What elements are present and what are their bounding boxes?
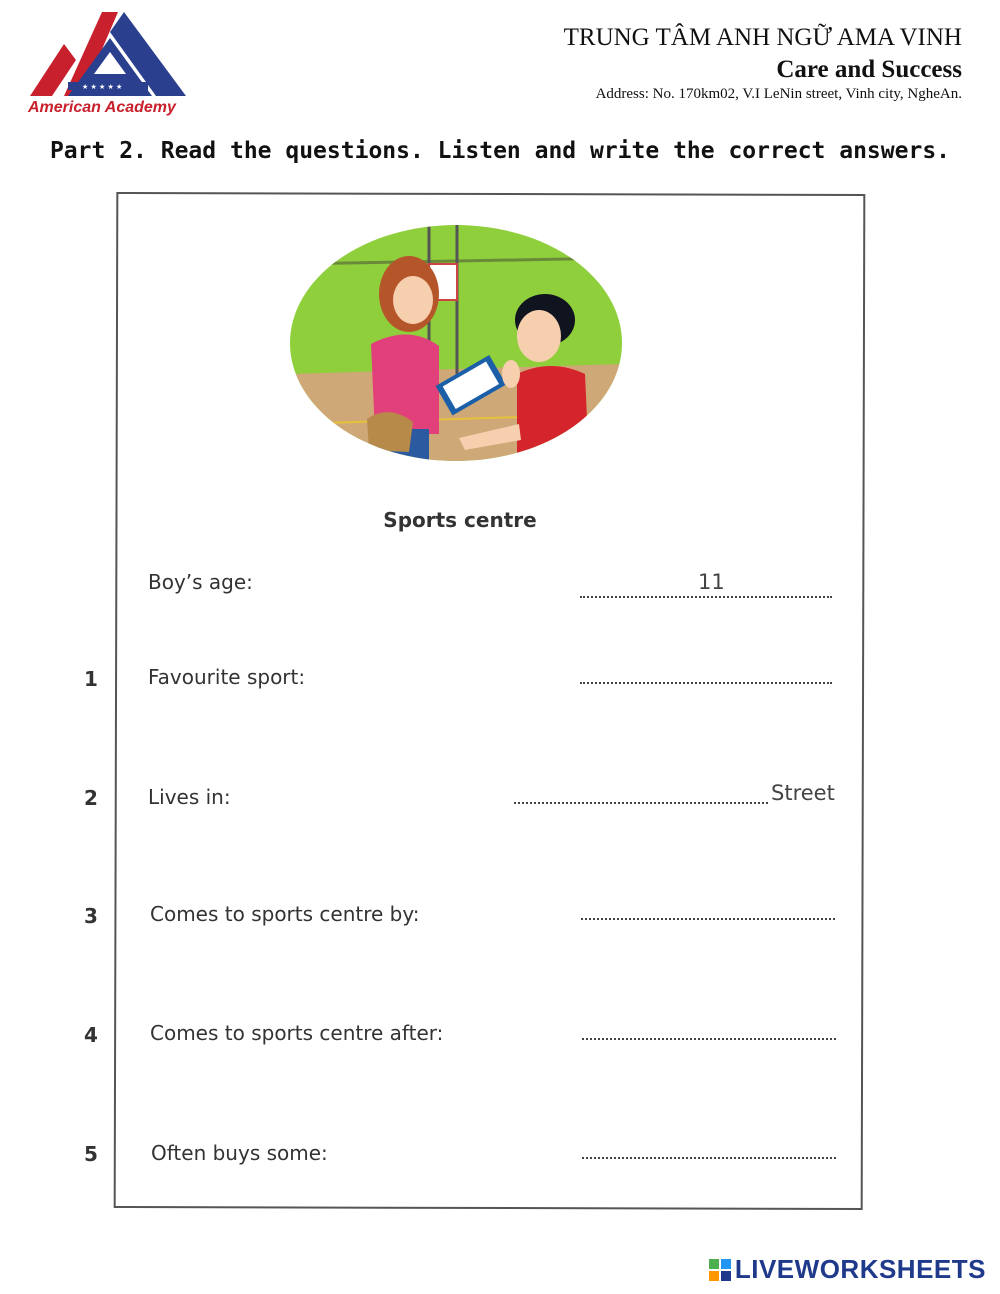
question-label: Often buys some: <box>151 1141 328 1165</box>
question-number: 5 <box>84 1142 98 1166</box>
worksheet-title: Sports centre <box>383 508 537 532</box>
answer-suffix: Street <box>771 781 835 805</box>
example-label: Boy’s age: <box>148 570 253 594</box>
illustration-image <box>289 224 623 462</box>
center-tagline: Care and Success <box>776 56 962 83</box>
answer-line-favourite-sport[interactable] <box>580 682 832 684</box>
question-number: 1 <box>84 667 98 691</box>
answer-line-buys[interactable] <box>582 1157 836 1159</box>
svg-text:★ ★ ★ ★ ★: ★ ★ ★ ★ ★ <box>82 83 123 91</box>
question-label: Favourite sport: <box>148 665 306 689</box>
liveworksheets-icon <box>709 1259 731 1281</box>
center-address: Address: No. 170km02, V.I LeNin street, Vinh city, NgheAn. <box>595 86 962 102</box>
question-number: 3 <box>84 904 98 928</box>
question-label: Comes to sports centre by: <box>150 902 420 926</box>
answer-line-transport[interactable] <box>581 918 835 920</box>
question-label: Comes to sports centre after: <box>150 1021 444 1045</box>
question-number: 2 <box>84 786 98 810</box>
liveworksheets-brand[interactable] <box>709 1254 986 1285</box>
instruction-heading: Part 2. Read the questions. Listen and write the correct answers. <box>49 138 951 164</box>
logo-text: American Academy <box>28 99 176 116</box>
example-answer-line <box>580 596 832 598</box>
example-answer: 11 <box>698 570 725 594</box>
answer-line-lives-in[interactable] <box>514 802 768 804</box>
question-number: 4 <box>84 1023 98 1047</box>
question-label: Lives in: <box>148 785 231 809</box>
center-name: TRUNG TÂM ANH NGỮ AMA VINH <box>563 24 962 51</box>
liveworksheets-text: LIVEWORKSHEETS <box>734 1254 986 1284</box>
answer-line-comes-after[interactable] <box>582 1038 836 1040</box>
